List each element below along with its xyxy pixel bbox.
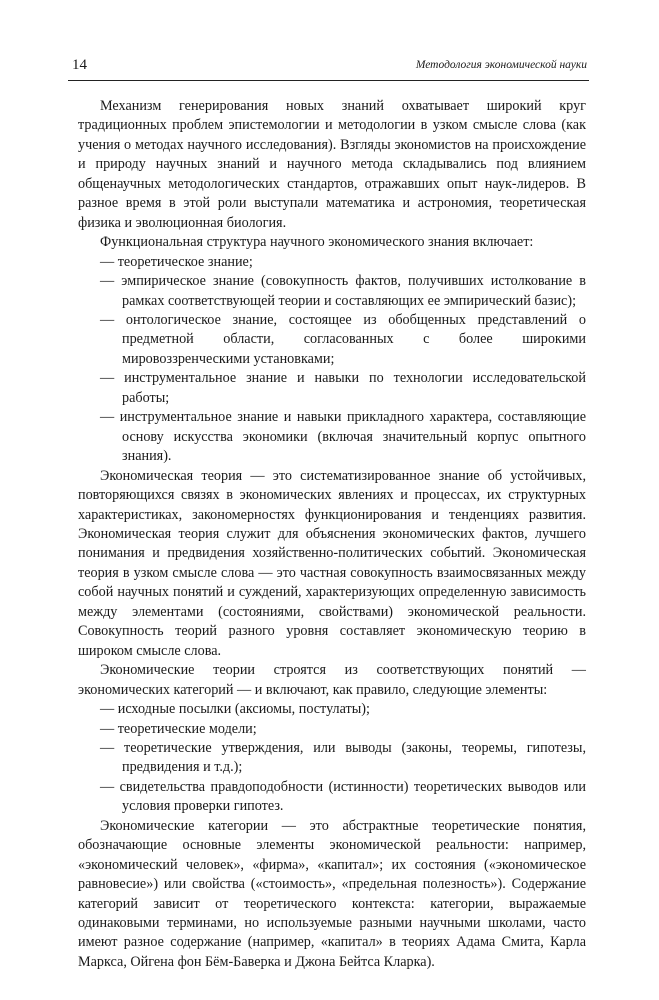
paragraph-knowledge-generation: Механизм генерирования новых знаний охватывает широкий круг традиционных проблем эпистемологии и методологии в узком смысле слова (как учения о методах научного исследования). Взгляды экономистов на происхождение и природу научных знаний и научного метода складывались под влиянием общенаучных методологических стандартов, отражавших опыт наук-лидеров. В разное время в этой роли выступали математика и астрономия, теоретическая физика и эволюционная биология.	[78, 98, 586, 231]
list-item: — теоретическое знание;	[100, 253, 253, 270]
paragraph-theory-elements: Экономические теории строятся из соответствующих понятий — экономических категорий — и включают, как правило, следующие элементы:	[78, 662, 586, 698]
list-item: — исходные посылки (аксиомы, постулаты);	[100, 701, 370, 718]
list-item: — теоретические модели;	[100, 720, 257, 737]
list-item: — эмпирическое знание (совокупность фактов, получивших истолкование в рамках соответствующей теории и составляющих ее эмпирический базис);	[100, 273, 586, 309]
list-item: — онтологическое знание, состоящее из обобщенных представлений о предметной области, согласованных с более широкими мировоззренческими установками;	[100, 311, 586, 367]
body-text	[78, 97, 586, 972]
running-title: Методология экономической науки	[415, 59, 587, 71]
page-header	[68, 50, 589, 81]
page-number: 14	[72, 57, 87, 73]
paragraph-functional-structure: Функциональная структура научного экономического знания включает:	[100, 234, 534, 251]
paragraph-economic-theory: Экономическая теория — это систематизированное знание об устойчивых, повторяющихся связях в экономических явлениях и процессах, их структурных характеристиках, закономерностях функционирования и тенденциях развития. Экономическая теория служит для объяснения экономических фактов, лучшего понимания и предвидения хозяйственно-политических событий. Экономическая теория в узком смысле слова — это частная совокупность взаимосвязанных между собой научных понятий и суждений, характеризующих определенную зависимость между элементами (состояниями, свойствами) экономической реальности. Совокупность теорий разного уровня составляет экономическую теорию в широком смысле слова.	[78, 467, 586, 659]
list-item: — инструментальное знание и навыки по технологии исследовательской работы;	[100, 370, 586, 406]
paragraph-economic-categories: Экономические категории — это абстрактные теоретические понятия, обозначающие основные элементы экономической реальности: например, «экономический человек», «фирма», «капитал»; их состояния («экономическое равновесие») или свойства («стоимость», «предельная полезность»). Содержание категорий зависит от теоретического контекста: категории, выражаемые одинаковыми терминами, но используемые разными научными школами, часто имеют разное содержание (например, «капитал» в теориях Адама Смита, Карла Маркса, Ойгена фон Бём-Баверка и Джона Бейтса Кларка).	[78, 817, 586, 970]
list-item: — свидетельства правдоподобности (истинности) теоретических выводов или условия проверки гипотез.	[100, 778, 586, 815]
list-item: — инструментальное знание и навыки прикладного характера, составляющие основу искусства экономики (включая значительный корпус опытного знания).	[100, 409, 586, 465]
list-item: — теоретические утверждения, или выводы (законы, теоремы, гипотезы, предвидения и т.д.);	[100, 739, 586, 776]
